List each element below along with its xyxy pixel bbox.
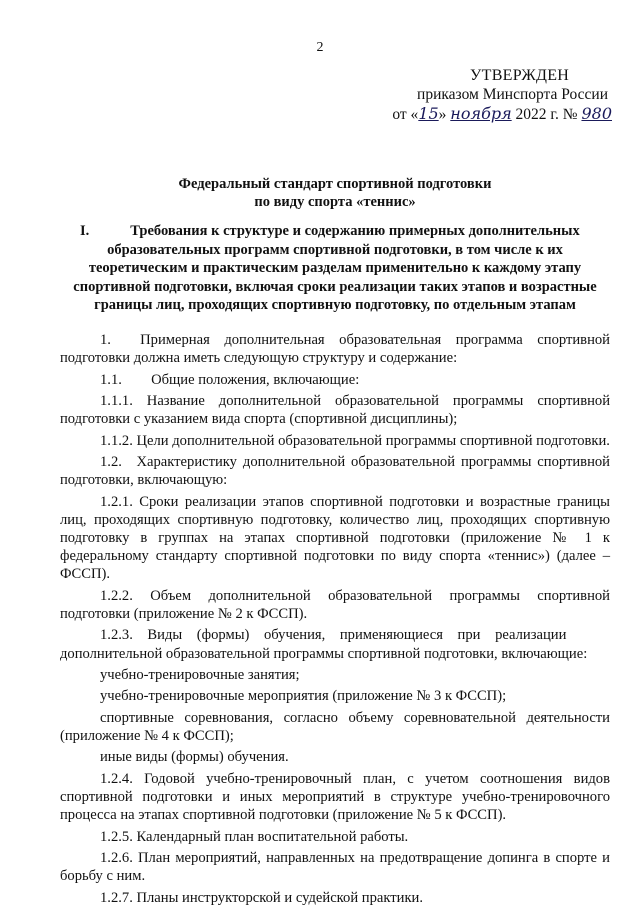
paragraph: 1.2.2. Объем дополнительной образовательной программы спортивной подготовки (приложение № 2 к ФССП). <box>60 587 610 622</box>
document-title-line-1: Федеральный стандарт спортивной подготовки <box>178 176 492 192</box>
date-year: 2022 г. № <box>511 106 582 123</box>
handwritten-month: ноября <box>450 104 512 123</box>
paragraph: 1.1.1. Название дополнительной образовательной программы спортивной подготовки с указанием вида спорта (спортивной дисциплины); <box>60 392 610 428</box>
body-text <box>60 331 610 910</box>
approval-block <box>352 66 612 124</box>
date-mid: » <box>438 106 451 123</box>
section-heading <box>60 222 610 315</box>
paragraph: 1.2.5. Календарный план воспитательной работы. <box>100 828 409 845</box>
paragraph: 1.2. Характеристику дополнительной образовательной программы спортивной подготовки, включающую: <box>60 453 610 489</box>
document-title <box>60 175 610 211</box>
approval-order: приказом Минспорта России <box>417 86 608 103</box>
paragraph: иные виды (формы) обучения. <box>100 749 289 766</box>
page-number: 2 <box>316 40 324 55</box>
handwritten-day: 15 <box>418 104 439 123</box>
approval-date-line <box>352 104 612 124</box>
handwritten-order-number: 980 <box>581 104 612 123</box>
paragraph: спортивные соревнования, согласно объему соревновательной деятельности (приложение № 4 к ФССП); <box>60 709 610 744</box>
date-prefix: от « <box>392 106 419 123</box>
approval-title: УТВЕРЖДЕН <box>470 67 570 84</box>
paragraph: 1.2.1. Сроки реализации этапов спортивной подготовки и возрастные границы лиц, проходящих спортивную подготовку, количество лиц, проходящих спортивную подготовку в группах на этапах спортивной подготовки (приложение № 1 к федеральному стандарту спортивной подготовки по виду спорта «теннис») (далее – ФССП). <box>60 493 610 583</box>
paragraph: 1. Примерная дополнительная образовательная программа спортивной подготовки должна иметь следующую структуру и содержание: <box>60 332 610 367</box>
paragraph: 1.2.4. Годовой учебно-тренировочный план, с учетом соотношения видов спортивной подготовки и иных мероприятий в структуре учебно-тренировочного процесса на этапах спортивной подготовки (приложение № 5 к ФССП). <box>60 770 610 824</box>
document-title-line-2: по виду спорта «теннис» <box>254 194 416 210</box>
paragraph: 1.1. Общие положения, включающие: <box>100 371 360 388</box>
paragraph: 1.1.2. Цели дополнительной образовательной программы спортивной подготовки. <box>100 432 610 449</box>
paragraph: учебно-тренировочные мероприятия (приложение № 3 к ФССП); <box>100 688 507 705</box>
paragraph: 1.2.7. Планы инструкторской и судейской практики. <box>100 889 423 906</box>
section-text: Требования к структуре и содержанию примерных дополнительных образовательных программ спортивной подготовки, в том числе к их теоретическим и практическим разделам применительно к каждому этапу спортивной подготовки, включая сроки реализации таких этапов и возрастные границы лиц, проходящих спортивную подготовку, по отдельным этапам <box>73 223 597 313</box>
paragraph: 1.2.3. Виды (формы) обучения, применяющиеся при реализации дополнительной образовательной программы спортивной подготовки, включающие: <box>60 627 588 662</box>
paragraph: 1.2.6. План мероприятий, направленных на предотвращение допинга в спорте и борьбу с ним. <box>60 849 610 885</box>
paragraph: учебно-тренировочные занятия; <box>100 666 300 683</box>
section-number: I. <box>80 223 90 239</box>
